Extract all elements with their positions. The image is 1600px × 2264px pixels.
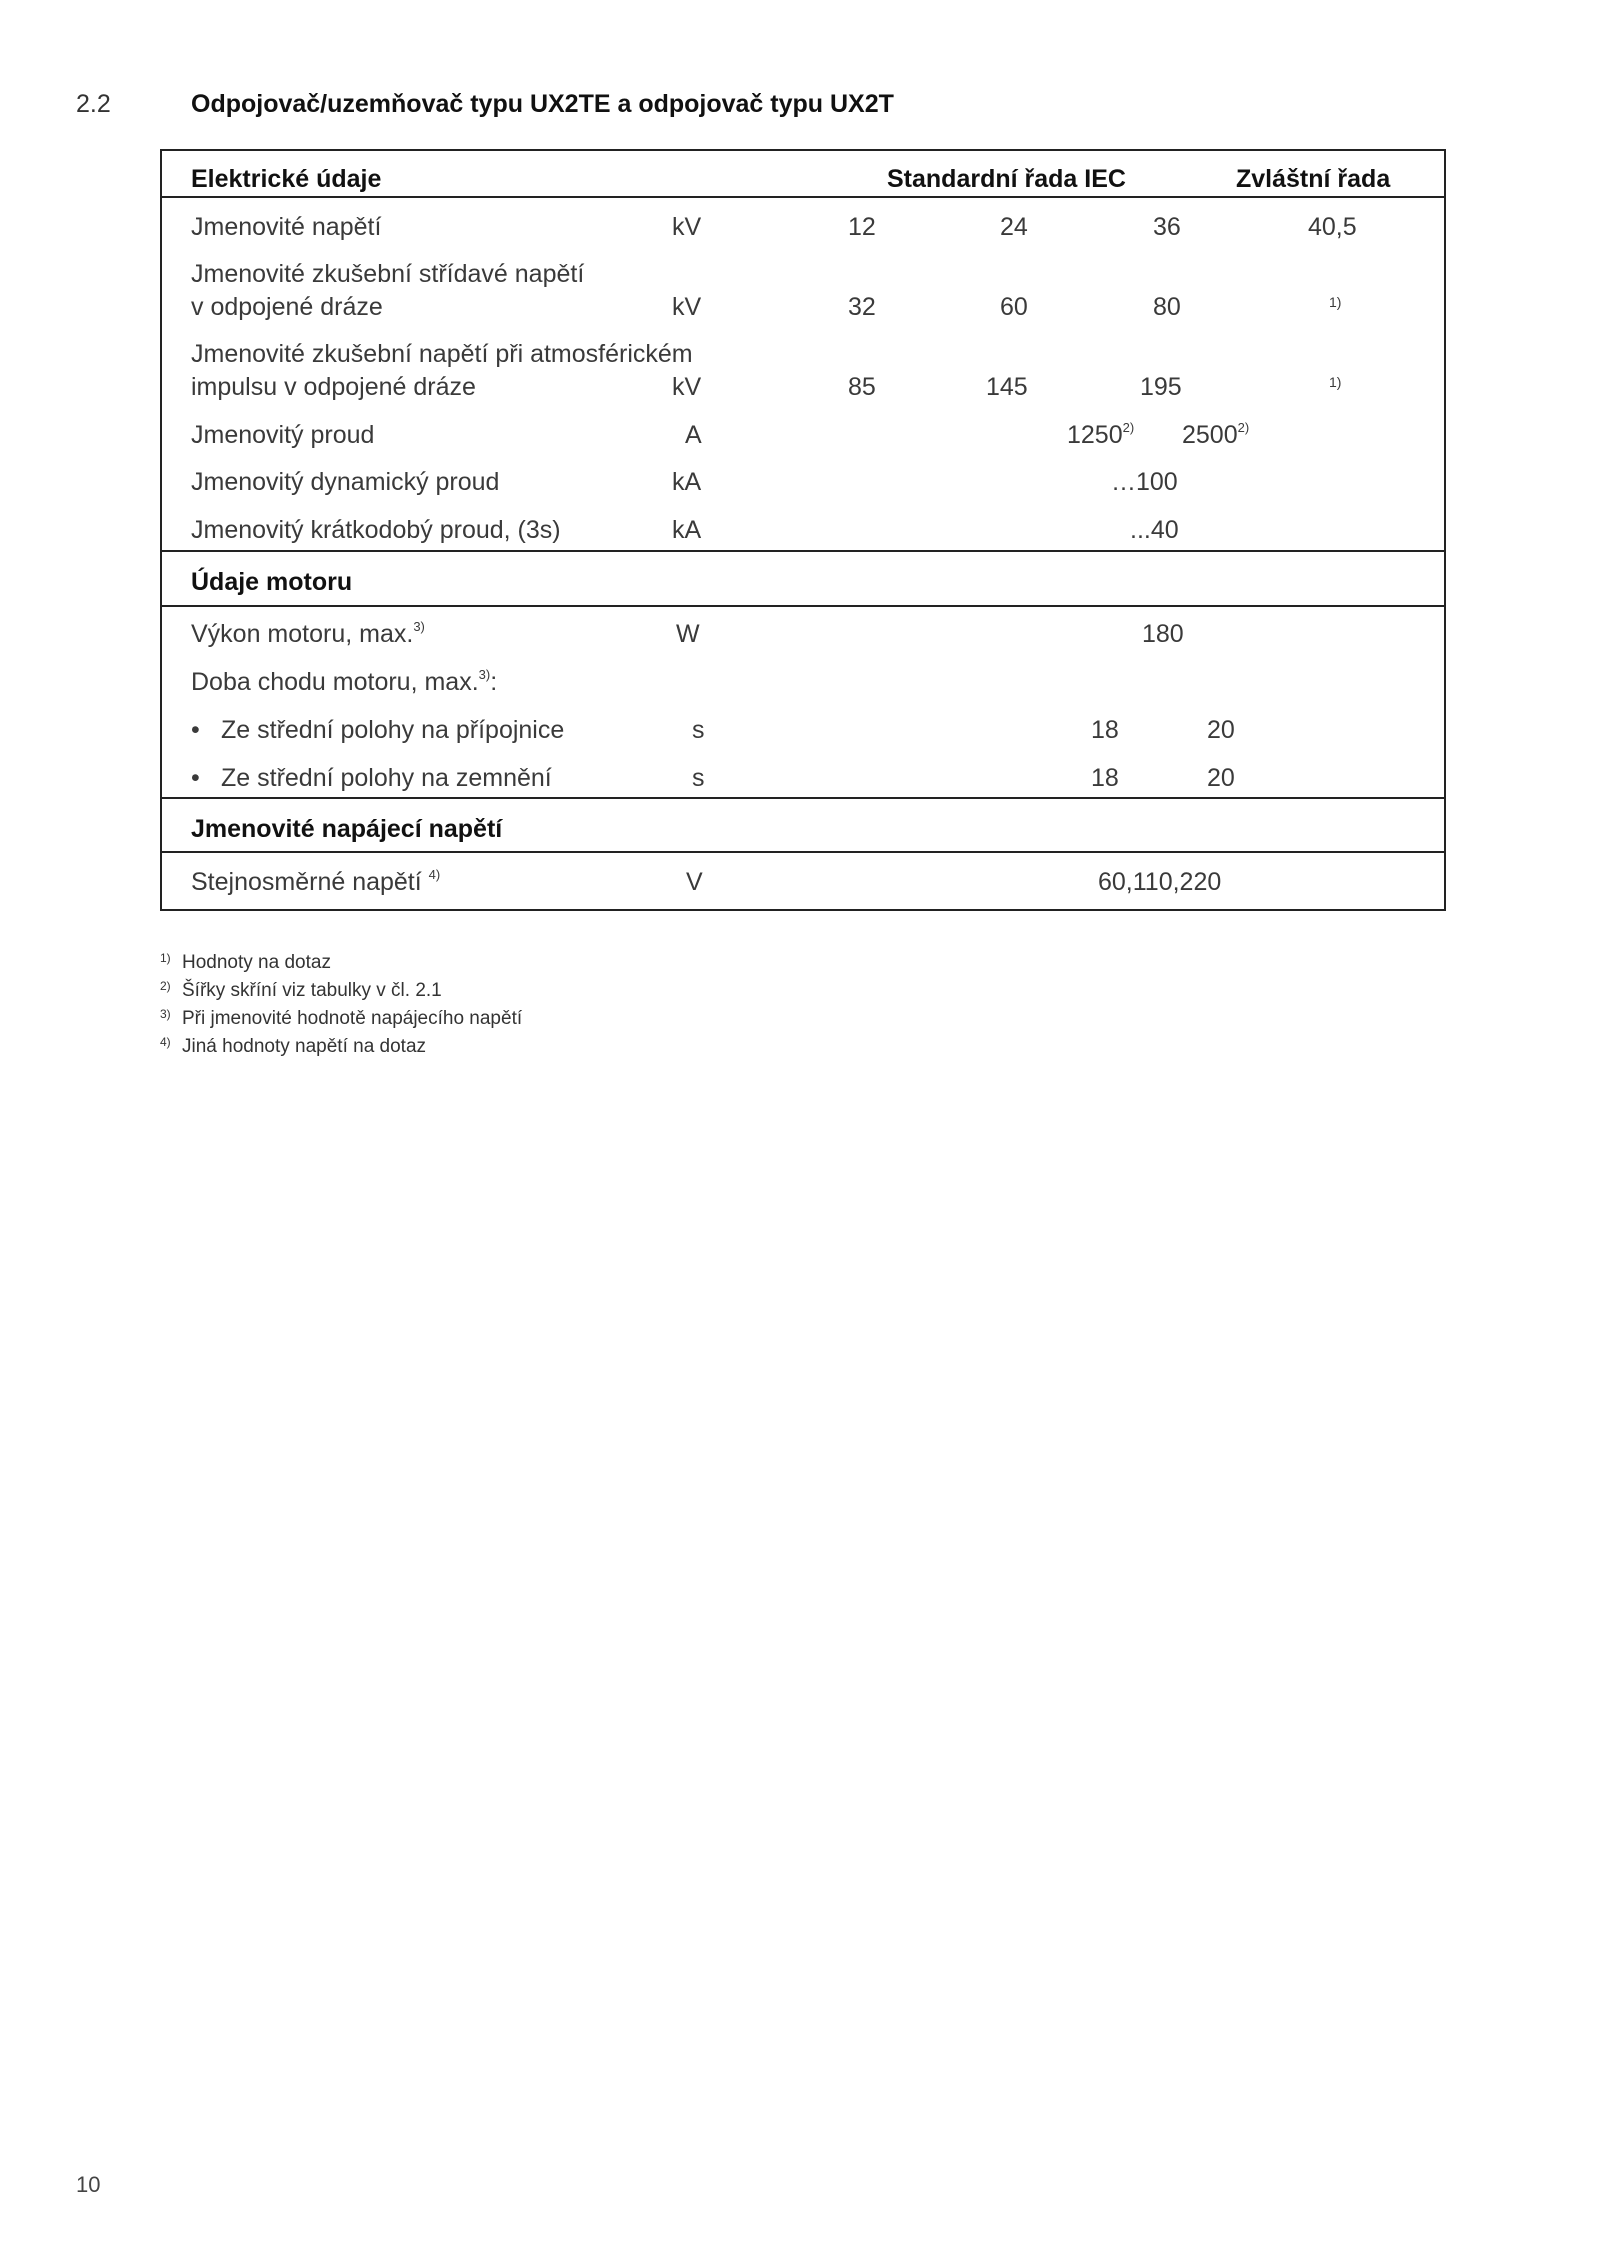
value-12kv: 32 <box>848 293 876 321</box>
row-label-continued: v odpojené dráze <box>191 293 383 321</box>
rule-motor-top <box>160 550 1446 552</box>
motor-item-label: Ze střední polohy na přípojnice <box>221 716 565 744</box>
footnote: 2) Šířky skříní viz tabulky v čl. 2.1 <box>160 979 442 1001</box>
row-unit: A <box>685 421 702 449</box>
motor-item-label: Ze střední polohy na zemnění <box>221 764 552 792</box>
value-12kv: 12 <box>848 213 876 241</box>
row-unit: s <box>692 716 705 744</box>
rule-supply-header <box>160 851 1446 853</box>
row-unit: kV <box>672 293 702 321</box>
footnote: 1) Hodnoty na dotaz <box>160 951 331 973</box>
row-label: Jmenovitý proud <box>191 421 375 449</box>
row-unit: s <box>692 764 705 792</box>
rule-electrical-header <box>160 196 1446 198</box>
row-label: Jmenovitý dynamický proud <box>191 468 500 496</box>
value-short-time-current: ...40 <box>1130 516 1179 544</box>
row-label-continued: impulsu v odpojené dráze <box>191 373 476 401</box>
row-label: Jmenovité napětí <box>191 213 382 241</box>
footnote-ref: 2) <box>1237 419 1250 435</box>
motor-item-value: 20 <box>1207 764 1235 792</box>
standard-series-header: Standardní řada IEC <box>887 165 1126 193</box>
supply-row-label: Stejnosměrné napětí $^{4)}$ <box>191 866 441 896</box>
bullet-icon: • <box>191 716 200 744</box>
electrical-header: Elektrické údaje <box>191 165 382 193</box>
section-title: Odpojovač/uzemňovač typu UX2TE a odpojovač typu UX2T <box>191 90 894 118</box>
row-unit: kA <box>672 468 702 496</box>
value-24kv: 24 <box>1000 213 1028 241</box>
footnote: 4) Jiná hodnoty napětí na dotaz <box>160 1035 427 1057</box>
value-24kv: 145 <box>986 373 1028 401</box>
row-label: Jmenovitý krátkodobý proud, (3s) <box>191 516 561 544</box>
footnote: 3) Při jmenovité hodnotě napájecího napětí <box>160 1007 523 1029</box>
rule-motor-header <box>160 605 1446 607</box>
motor-item-value: 20 <box>1207 716 1235 744</box>
rule-supply-top <box>160 797 1446 799</box>
section-number: 2.2 <box>76 90 111 118</box>
value-current-2500: 2500$^{2)}$ <box>1182 419 1250 449</box>
motor-item-value: 18 <box>1091 716 1119 744</box>
row-label: Jmenovité zkušební střídavé napětí <box>191 260 585 288</box>
footnote-ref: 2) <box>1122 419 1135 435</box>
row-unit: kA <box>672 516 702 544</box>
value-36kv: 36 <box>1153 213 1181 241</box>
footnote-ref: 1) <box>1329 294 1342 310</box>
motor-power-value: 180 <box>1142 620 1184 648</box>
row-label: Jmenovité zkušební napětí při atmosférickém <box>191 340 693 368</box>
footnote-ref: 3) <box>413 618 425 634</box>
value-current-1250: 1250$^{2)}$ <box>1067 419 1135 449</box>
row-unit: V <box>686 868 703 896</box>
motor-runtime-label: Doba chodu motoru, max.$^{3)}$: <box>191 666 498 696</box>
value-dynamic-current: …100 <box>1111 468 1178 496</box>
row-unit: kV <box>672 213 702 241</box>
bullet-icon: • <box>191 764 200 792</box>
supply-voltage-value: 60,110,220 <box>1098 868 1222 896</box>
footnote-ref: 1) <box>1329 374 1342 390</box>
value-24kv: 60 <box>1000 293 1028 321</box>
supply-header: Jmenovité napájecí napětí <box>191 815 503 843</box>
row-unit: W <box>676 620 700 648</box>
value-36kv: 195 <box>1140 373 1182 401</box>
motor-item-value: 18 <box>1091 764 1119 792</box>
footnote-ref: 4) <box>428 866 441 882</box>
motor-power-label: Výkon motoru, max.$^{3)}$ <box>191 618 425 648</box>
motor-header: Údaje motoru <box>191 568 353 596</box>
footnote-ref: 3) <box>478 666 491 682</box>
value-36kv: 80 <box>1153 293 1181 321</box>
value-12kv: 85 <box>848 373 876 401</box>
row-unit: kV <box>672 373 702 401</box>
special-series-header: Zvláštní řada <box>1236 165 1391 193</box>
value-special: 40,5 <box>1308 213 1357 241</box>
page-number: 10 <box>76 2172 101 2197</box>
